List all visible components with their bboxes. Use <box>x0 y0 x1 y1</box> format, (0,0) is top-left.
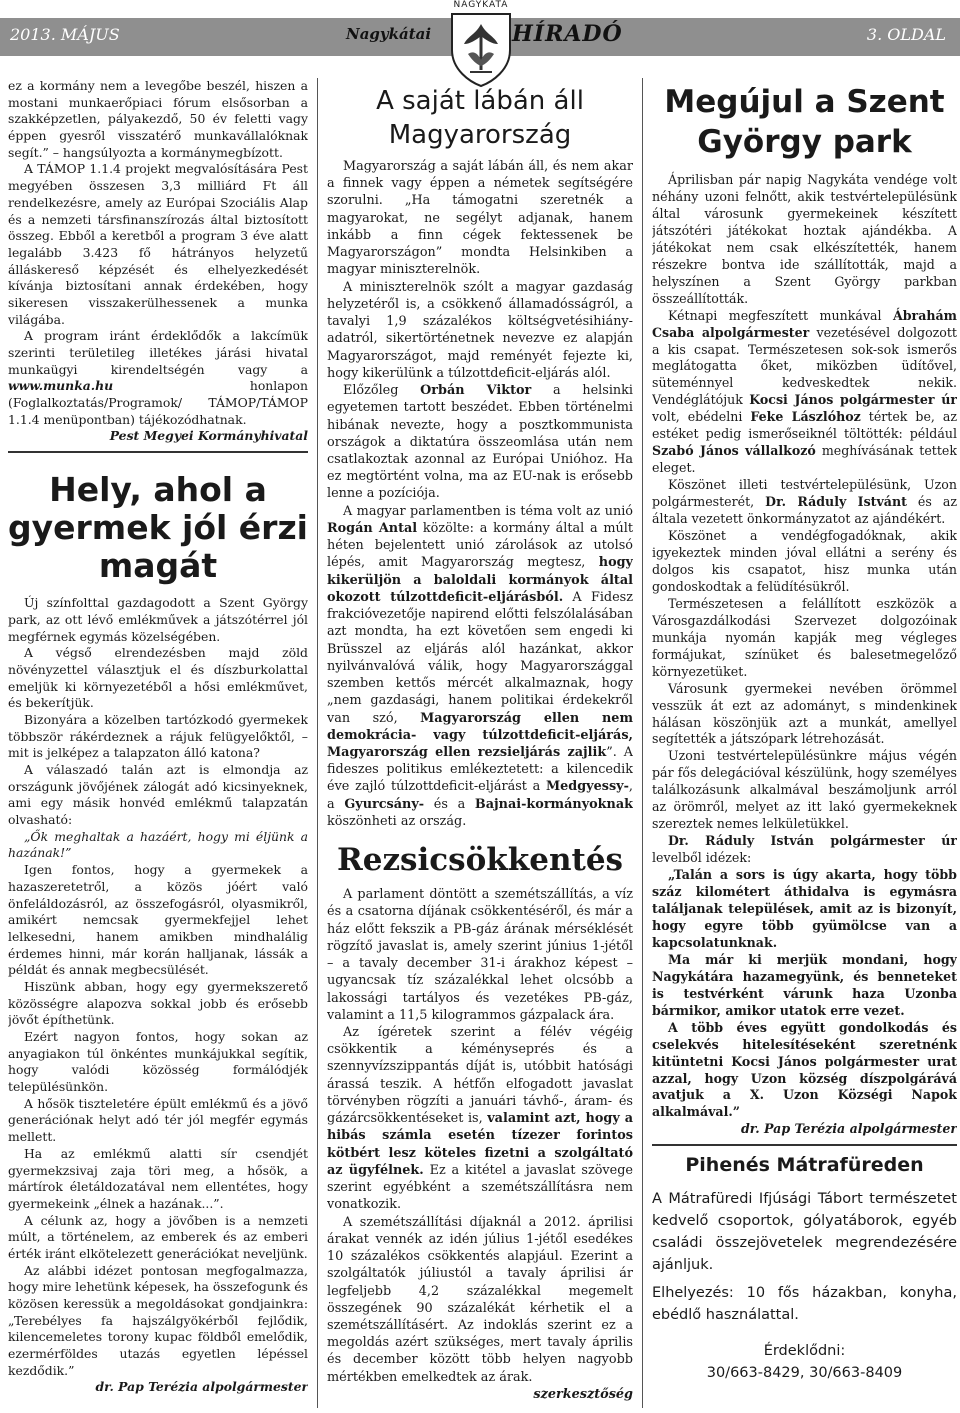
text-run: tértek be, az estéket pedig ismerőseiknél töltötték: például <box>652 409 957 442</box>
bold-run: Medgyessy- <box>545 779 629 795</box>
article-text: A célunk az, hogy a jövőben is a nemzeti múlt, a történelem, az emberek és az emberi érték iránt elkötelezett generációkat neveljünk. <box>8 1212 308 1261</box>
article-text <box>327 382 633 503</box>
text-run: vezetésével dolgozott a kis csapat. Természetesen sok-sok ismerős meglátogatta őket, miközben üdítővel, süteménnyel kedveskedtek nekik. Vendéglátójuk <box>652 324 957 408</box>
advert-box <box>652 1154 957 1384</box>
text-run: a helsinki egyetemen tartott beszédet. Ebben történelmi hibának nevezte, hogy a posztkommunista országok a diktatúra összeomlása után nem csatlakoztak azonnal az Európai Unióhoz. Ha ez megtörtént volna, ma az EU-nak is erősebb lenne a pozíciója. <box>327 383 633 502</box>
text-run: ”. A fideszes politikus emlékeztetett: a kilencedik éve zajló túlzottdeficit-eljárást a <box>327 744 633 795</box>
text-run: honlapon (Foglalkoztatás/Programok/ TÁMOP/TÁMOP 1.1.4 menüpontban) tájékozódhatnak. <box>8 378 308 427</box>
article-signature: dr. Pap Terézia alpolgármester <box>95 1379 308 1395</box>
person-name: Dr. Ráduly Istvánt <box>765 494 907 510</box>
text-run: A magyar parlamentben is téma volt az unió <box>343 503 633 519</box>
article-text: Ezért nagyon fontos, hogy sokan az anyagiakon túl önkéntes munkájukkal segítik, hogy valódi közösség formálódjék településünkön. <box>8 1029 308 1095</box>
issue-date: 2013. MÁJUS <box>10 25 120 44</box>
article-text <box>652 308 957 478</box>
article-signature: dr. Pap Terézia alpolgármester <box>740 1121 957 1137</box>
advert-phone: 30/663-8429, 30/663-8409 <box>706 1365 903 1382</box>
text-run: , a <box>327 779 633 812</box>
column-middle <box>327 78 633 1407</box>
article-text: A szemétszállítási díjaknál a 2012. áprilisi árakat vennék az idén július 1-jétől esedékes 10 százalékos csökkentés alapjául. Ezerint a szolgáltatók júliustól a tavaly áprilisi ár legfeljebb 4,2 százalékkal megemelt összegének 90 százalékát kérhetik el a szemétszállításért. Az indoklás szerint ez a megoldás azért szükséges, mert tavaly április és december között több helyen nagyobb mértékben emelkedtek az árak. <box>327 1214 633 1385</box>
person-name: Orbán Viktor <box>420 383 532 399</box>
text-run: volt, ebédelni <box>652 409 751 425</box>
article-signature: szerkesztőség <box>533 1386 633 1402</box>
bold-run: Gyurcsány- <box>344 796 425 812</box>
text-run: Előzőleg <box>343 383 421 399</box>
advert-text: A Mátrafüredi Ifjúsági Tábort természetet kedvelő csoportok, gólyatáborok, egyéb családi összejövetelek megrendezésére ajánljuk. <box>652 1191 957 1274</box>
article-text: Uzoni testvértelepülésünkre május végén pár fős delegációval készülünk, hogy személyes találkozásunk alkalmával beszámoljunk arról az örömről, melyet az itt lakó gyermekeknek szereztek nemes lelkületükkel. <box>652 748 957 832</box>
article-text: Új színfolttal gazdagodott a Szent György park, az ott lévő emlékművek a játszótérrel jól megférnek egymás közelségében. <box>8 595 308 644</box>
article-text <box>652 477 957 528</box>
person-name: Feke Lászlóhoz <box>750 409 861 425</box>
article-text: A TÁMOP 1.1.4 projekt megvalósítására Pest megyében összesen 3,3 milliárd Ft áll rendelkezésre, amely az Európai Szociális Alap és a nemzeti társfinanszírozás által biztosított összeg. Ebből a keretből a program 3 éve alatt legalább 3.423 fő hátrányos helyzetű álláskereső képzését és elhelyezkedését kívánja biztosítani annak érdekében, hogy sikeresen visszakerülhessenek a munka világába. <box>8 161 308 327</box>
text-run: Köszönet illeti testvértelepülésünk, Uzon polgármesterét, <box>652 477 957 510</box>
text-run: Kétnapi megfeszített munkával <box>668 307 893 323</box>
bold-run: hogy kikerüljön a baloldali kormányok által okozott túlzottdeficit-eljárásból. <box>327 555 633 605</box>
quoted-letter: Ma már ki merjük mondani, hogy Nagykátára hazamegyünk, és benneteket is testvérként várunk haza Uzonba bármikor, amikor utatok erre vezet. <box>652 951 957 1018</box>
text-run: A program iránt érdeklődők a lakcímük szerinti területileg illetékes járási hivatal munkaügyi kirendeltségén vagy a <box>8 328 308 377</box>
column-divider-1 <box>317 78 318 1408</box>
person-name: Ábrahám Csaba alpolgármester <box>652 307 957 340</box>
quote-text: „Ők meghaltak a hazáért, hogy mi éljünk a hazának!” <box>8 828 308 861</box>
person-name: Rogán Antal <box>327 520 418 536</box>
article-signature: Pest Megyei Kormányhivatal <box>109 428 308 444</box>
article-text: Az alábbi idézet pontosan megfogalmazza, hogy mire lehetünk képesek, ha összefogunk és közösen keressük a megoldásokat gondjainkra: „Terebélyes fa hajszálgyökérből fejlődik, kilencemeletes torony kupac földből emelődik, ezermérföldes utazás egyetlen lépéssel kezdődik.” <box>8 1262 308 1378</box>
article-title: Rezsicsökkentés <box>336 842 624 879</box>
article-text <box>327 503 633 830</box>
text-run: Az ígéretek szerint a félév végéig csökkentik a kéményseprés és a szennyvízszippantás díját is, utóbbit hatósági árassá teszik. A hétfőn elfogadott javaslat törvényben rögzíti a januári távhő-, áram- és gázárcsökkentéseket is, <box>327 1025 633 1127</box>
bold-run: Magyarország ellen nem demokrácia- vagy túlzottdeficit-eljárás, Magyarország ellen rezsieljárás zajlik <box>327 710 633 760</box>
article-title: A saját lábán áll Magyarország <box>376 86 584 150</box>
crest-label: NAGYKÁTA <box>446 0 516 10</box>
article-text: Igen fontos, hogy a gyermekek a hazaszeretetről, a közös jóért való önfeláldozásról, az összefogásról, olyasmikről, amikért nemcsak gyermekfejjel lehet lelkesedni, hanem amikben mindhalálig érdemes hinni, már korán halljanak, lássák a példát és annak megbecsülését. <box>8 862 308 978</box>
column-right <box>652 78 957 1407</box>
website-link[interactable]: www.munka.hu <box>8 378 114 394</box>
quoted-letter: „Talán a sors is úgy akarta, hogy több száz kilométert áthidalva is egymásra találjanak települések, amit az is bizonyít, hogy egyre több gyümölcse van a kapcsolatunknak. <box>652 867 957 950</box>
bold-run: Bajnai-kormányoknak <box>474 796 633 812</box>
article-text: A válaszadó talán azt is elmondja az országunk jövőjének zálogát adó kicsinyeknek, ami egy másik honvéd emlékmű talapzatán olvasható: <box>8 762 308 828</box>
advert-text: Elhelyezés: 10 fős házakban, konyha, ebédlő használattal. <box>652 1285 957 1324</box>
advert-text: Érdeklődni: <box>763 1343 846 1360</box>
person-name: Dr. Ráduly István polgármester úr <box>668 833 957 849</box>
bold-run: valamint azt, hogy a hibás számla esetén tízezer forintos kötbért lesz köteles fizetni a szolgáltató az ügyfélnek. <box>327 1111 633 1178</box>
paper-name-right: HÍRADÓ <box>512 21 623 47</box>
article-text: Köszönet a vendégfogadóknak, akik igyekeztek minden jóval ellátni a serény és dolgos kis csapatot, hisz munka után gondoskodtak a felüdítésükről. <box>652 528 957 594</box>
text-run: közölte: a kormány által a múlt héten bejelentett unió zárolások az utolsó lépés, amit Magyarország megtesz, <box>327 520 633 571</box>
quoted-letter: A több éves együtt gondolkodás és cselekvés hitelesítéseként szeretnénk kitüntetni Kocsi János polgármester urat azzal, hogy Uzon község díszpolgárává avatjuk a X. Uzon Községi Napok alkalmával.” <box>652 1019 957 1120</box>
article-text: Ha az emlékmű alatti sír csendjét gyermekzsivaj zaja töri meg, a hősök, a mártírok életáldozatával nem ellentétes, hogy gyermekeink „élnek a hazának...”. <box>8 1145 308 1211</box>
article-text: Természetesen a felállított eszközök a Városgazdálkodási Szervezet dolgozóinak munkája nyomán kapják meg végleges formájukat, színüket és balesetmegelőző környezetüket. <box>652 595 957 679</box>
crest-shield-icon <box>448 10 514 88</box>
advert-title: Pihenés Mátrafüreden <box>685 1154 924 1177</box>
article-text <box>652 833 957 867</box>
article-text: Bizonyára a közelben tartózkodó gyermekek többször rákérdeznek a rájuk felügyelőktől, – mit is jelképez a talapzaton álló katona? <box>8 711 308 761</box>
article-divider <box>652 1144 957 1146</box>
person-name: Kocsi János polgármester úr <box>749 392 957 408</box>
article-title: Hely, ahol a gyermek jól érzi magát <box>8 470 308 586</box>
article-text: A miniszterelnök szólt a magyar gazdaság helyzetéről is, a csökkenő államadósságról, a tavalyi 1,9 százalékos költségvetésihiány-adatról, sikertörténetnek nevezve ez alapján Magyarországot, majd reményét fejezte ki, hogy kikerülünk a túlzottdeficit-eljárás alól. <box>327 279 633 381</box>
article-text <box>327 1024 633 1214</box>
text-run: Ez a kitétel a javaslat szövege szerint egyébként a szemétszállításra nem vonatkozik. <box>327 1162 633 1213</box>
column-left <box>8 78 308 1407</box>
article-text: Városunk gyermekei nevében örömmel vesszük át ezt az adományt, s mindenkinek hálásan köszönjük azt a munkát, amellyel segítették a játszópark létrehozását. <box>652 680 957 747</box>
article-divider <box>8 451 308 453</box>
article-text: Hiszünk abban, hogy egy gyermekszerető közösségre alapozva sokkal jobb és erősebb jövőt építhetünk. <box>8 978 308 1028</box>
page-number: 3. OLDAL <box>866 25 946 44</box>
text-run: levelből idézek: <box>652 850 752 866</box>
article-text: ez a kormány nem a levegőbe beszél, hiszen a mostani munkaerőpiaci fórum elsősorban a szakképzetlen, pályakezdő, 50 év feletti vagy éppen gyesről visszatérő munkavállalóknak segít.” – hangsúlyozta a kormánymegbízott. <box>8 78 308 160</box>
paper-name-left: Nagykátai <box>346 25 432 43</box>
text-run: A Fidesz frakcióvezetője napirend előtti felszólalásában azt mondta, ha ezt követően sem engedi ki Brüsszel az eljárás alól hazánkat, akkor nyilvánvalóvá válik, hogy Magyarországgal szemben kettős mércét alkalmaznak, hogy „nem gazdasági, hanem politikai érdekekről van szó, <box>327 589 633 726</box>
text-run: meghívásának tettek eleget. <box>652 443 957 476</box>
text-run: és az általa vezetett önkormányzatot az ajándékért. <box>652 494 957 527</box>
text-run: és a <box>424 796 475 812</box>
article-text: A végső elrendezésben majd zöld növényzettel választjuk el és díszburkolattal emeljük ki környezetéből a hősi emlékművet, és bekerítjük. <box>8 645 308 711</box>
article-text: A parlament döntött a szemétszállítás, a víz és a csatorna díjának csökkentéséről, és már a ház előtt fekszik a PB-gáz árának mérséklését rögzítő javaslat is, amely szerint június 1-jétől – a tavaly december 31-i árakhoz képest – ugyancsak tíz százalékkal lehet olcsóbb a lakossági tartályos és vezetékes PB-gáz, valamint a 11,5 kilogrammos gázpalack ára. <box>327 887 633 1023</box>
article-title: Megújul a Szent György park <box>664 84 945 160</box>
article-text: A hősök tiszteletére épült emlékmű és a jövő generációnak helyt adó tér jól megfér egymás mellett. <box>8 1095 308 1145</box>
article-text: Magyarország a saját lábán áll, és nem akar a finnek vagy éppen a németek segítségére szorulni. „Ha támogatni szeretnék a magyarokat, ne segélyt adjanak, hanem inkább a finn cégek fektessenek be Magyarországon” mondta Helsinkiben a magyar miniszterelnök. <box>327 159 633 278</box>
person-name: Szabó János vállalkozó <box>652 443 816 459</box>
article-text <box>8 328 308 428</box>
column-divider-2 <box>642 78 643 1408</box>
text-run: köszönheti az ország. <box>327 813 467 829</box>
article-text: Áprilisban pár napig Nagykáta vendége volt néhány uzoni felnőtt, akik testvértelepülésünk által városunk gyermekeinek készített játszótéri játékokat hoztak ajándékba. A játékokat nem csak elkészítették, hanem részekre bontva ide szállították, majd a helyszínen a Szent György parkban összeállították. <box>652 172 957 306</box>
